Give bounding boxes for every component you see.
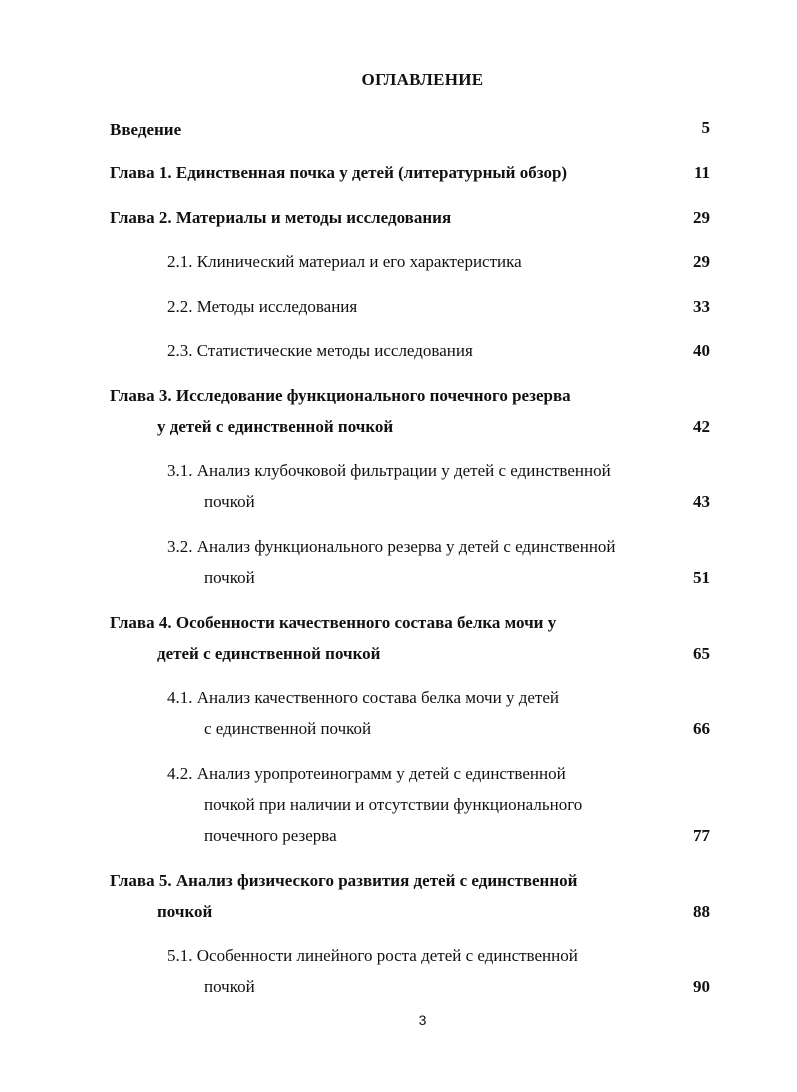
toc-page-chapter-2: 29 xyxy=(693,208,710,227)
toc-entry-section-3-2-line-1: 3.2. Анализ функционального резерва у детей с единственной xyxy=(167,537,616,556)
toc-entry-intro: Введение xyxy=(110,120,182,139)
toc-page-chapter-1: 11 xyxy=(693,163,710,182)
toc-entry-chapter-3-line-2: у детей с единственной почкой xyxy=(157,417,394,436)
toc-entry-section-4-2-line-1: 4.2. Анализ уропротеинограмм у детей с единственной xyxy=(167,764,566,783)
toc-page-chapter-3: 42 xyxy=(693,417,710,436)
toc-page-section-3-1: 43 xyxy=(693,492,710,511)
toc-page-section-2-2: 33 xyxy=(693,297,710,316)
toc-entry-section-4-1-line-1: 4.1. Анализ качественного состава белка мочи у детей xyxy=(167,688,559,707)
toc-page-chapter-5: 88 xyxy=(693,902,710,921)
toc-entry-section-3-2-line-2: почкой xyxy=(204,568,255,587)
toc-page-section-4-2: 77 xyxy=(693,826,710,845)
toc-entry-section-4-2-line-3: почечного резерва xyxy=(204,826,337,845)
toc-entry-section-3-1-line-1: 3.1. Анализ клубочковой фильтрации у детей с единственной xyxy=(167,461,611,480)
toc-page-section-4-1: 66 xyxy=(693,719,710,738)
toc-entry-section-4-1-line-2: с единственной почкой xyxy=(204,719,372,738)
toc-entry-section-2-3: 2.3. Статистические методы исследования xyxy=(167,341,473,360)
toc-page-intro: 5 xyxy=(701,118,710,137)
toc-entry-section-5-1-line-2: почкой xyxy=(204,977,255,996)
toc-page-chapter-4: 65 xyxy=(693,644,710,663)
toc-entry-chapter-1: Глава 1. Единственная почка у детей (литературный обзор) xyxy=(110,163,568,182)
toc-page-section-5-1: 90 xyxy=(693,977,710,996)
toc-entry-section-5-1-line-1: 5.1. Особенности линейного роста детей с единственной xyxy=(167,946,578,965)
toc-entry-section-4-2-line-2: почкой при наличии и отсутствии функционального xyxy=(204,795,583,814)
page-title: ОГЛАВЛЕНИЕ xyxy=(361,70,484,89)
toc-entry-chapter-5-line-1: Глава 5. Анализ физического развития детей с единственной xyxy=(110,871,578,890)
toc-entry-section-2-2: 2.2. Методы исследования xyxy=(167,297,358,316)
toc-entry-chapter-4-line-2: детей с единственной почкой xyxy=(157,644,381,663)
page-number: 3 xyxy=(418,1012,427,1028)
toc-entry-chapter-2: Глава 2. Материалы и методы исследования xyxy=(110,208,452,227)
toc-page-section-2-3: 40 xyxy=(693,341,710,360)
toc-entry-chapter-3-line-1: Глава 3. Исследование функционального почечного резерва xyxy=(110,386,571,405)
toc-entry-section-3-1-line-2: почкой xyxy=(204,492,255,511)
toc-entry-chapter-5-line-2: почкой xyxy=(157,902,213,921)
toc-entry-section-2-1: 2.1. Клинический материал и его характеристика xyxy=(167,252,522,271)
toc-page-section-2-1: 29 xyxy=(693,252,710,271)
toc-entry-chapter-4-line-1: Глава 4. Особенности качественного состава белка мочи у xyxy=(110,613,557,632)
toc-page-section-3-2: 51 xyxy=(693,568,710,587)
